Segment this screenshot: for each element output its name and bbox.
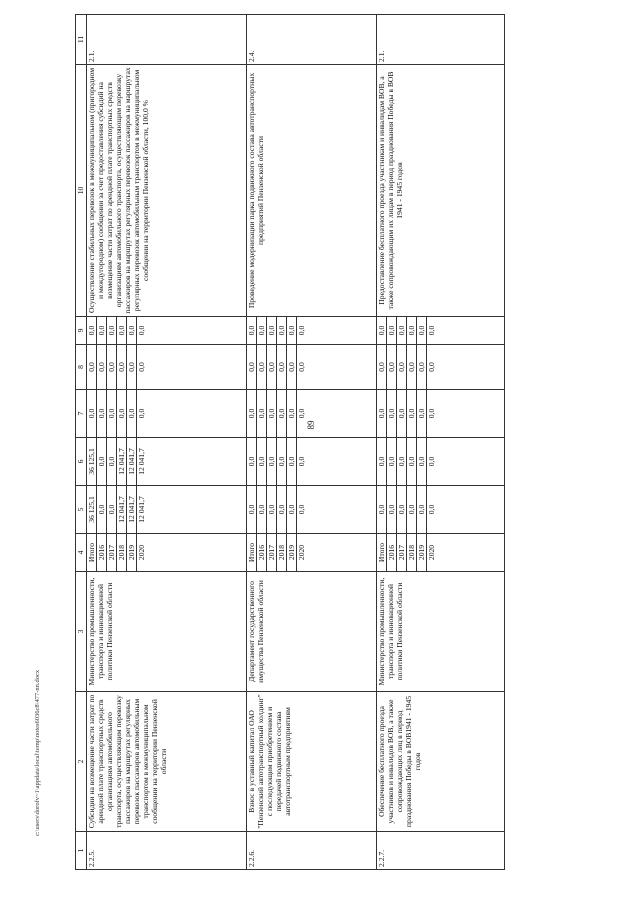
amount-total: 0,0 [427,486,505,534]
amount-federal: 0,0 [107,390,117,438]
column-number: 10 [76,65,87,317]
amount-municipal: 0,0 [247,345,257,390]
table-row [377,15,387,870]
amount-municipal: 0,0 [127,345,137,390]
row-number: 2.2.5. [87,832,247,870]
amount-regional: 0,0 [387,438,397,486]
amount-federal: 0,0 [407,390,417,438]
amount-total: 0,0 [387,486,397,534]
amount-total: 0,0 [407,486,417,534]
amount-total: 0,0 [107,486,117,534]
amount-federal: 0,0 [257,390,267,438]
rotated-table-wrapper [75,15,570,870]
amount-other: 0,0 [247,317,257,345]
year-cell: 2018 [117,534,127,572]
amount-other: 0,0 [117,317,127,345]
amount-federal: 0,0 [127,390,137,438]
column-numbers-row [76,15,87,870]
indicator-ref: 2.1. [377,15,505,65]
indicator-ref: 2.4. [247,15,377,65]
column-number: 8 [76,345,87,390]
amount-regional: 0,0 [427,438,505,486]
amount-other: 0,0 [97,317,107,345]
amount-municipal: 0,0 [407,345,417,390]
executor: Департамент государственного имущества Пензенской области [247,572,377,692]
amount-municipal: 0,0 [287,345,297,390]
amount-municipal: 0,0 [137,345,247,390]
amount-other: 0,0 [277,317,287,345]
amount-federal: 0,0 [277,390,287,438]
amount-total: 36 125,1 [87,486,97,534]
year-cell: Итого [377,534,387,572]
year-cell: 2016 [97,534,107,572]
amount-regional: 12 041,7 [137,438,247,486]
year-cell: 2019 [287,534,297,572]
amount-total: 0,0 [247,486,257,534]
amount-other: 0,0 [257,317,267,345]
amount-municipal: 0,0 [267,345,277,390]
column-number: 6 [76,438,87,486]
year-cell: 2019 [127,534,137,572]
amount-municipal: 0,0 [87,345,97,390]
year-cell: 2017 [267,534,277,572]
amount-regional: 0,0 [97,438,107,486]
amount-municipal: 0,0 [427,345,505,390]
amount-regional: 0,0 [297,438,377,486]
expected-result: Предоставление бесплатного проезда участникам и инвалидам ВОВ, а также сопровождающим их лицам в период празднования Победы в ВОВ 1941 - 1945 годов [377,65,505,317]
amount-regional: 0,0 [277,438,287,486]
amount-municipal: 0,0 [397,345,407,390]
year-cell: 2019 [417,534,427,572]
table-row [87,15,97,870]
column-number: 2 [76,692,87,832]
column-number: 4 [76,534,87,572]
amount-municipal: 0,0 [107,345,117,390]
amount-other: 0,0 [267,317,277,345]
year-cell: 2017 [397,534,407,572]
amount-federal: 0,0 [377,390,387,438]
amount-federal: 0,0 [137,390,247,438]
amount-municipal: 0,0 [387,345,397,390]
amount-total: 0,0 [417,486,427,534]
expected-result: Проведение модернизации парка подвижного состава автотранспортных предприятий Пензенской области [247,65,377,317]
year-cell: 2016 [387,534,397,572]
amount-regional: 12 041,7 [127,438,137,486]
amount-federal: 0,0 [247,390,257,438]
column-number: 5 [76,486,87,534]
amount-total: 0,0 [377,486,387,534]
year-cell: 2020 [297,534,377,572]
row-number: 2.2.6. [247,832,377,870]
table-body [87,15,505,870]
amount-other: 0,0 [387,317,397,345]
amount-federal: 0,0 [97,390,107,438]
year-cell: 2018 [277,534,287,572]
amount-federal: 0,0 [397,390,407,438]
amount-municipal: 0,0 [417,345,427,390]
executor: Министерство промышленности, транспорта и инновационной политики Пензенской области [377,572,505,692]
amount-regional: 36 125,1 [87,438,97,486]
amount-regional: 0,0 [107,438,117,486]
activity-name: Обеспечение бесплатного проезда участников и инвалидов ВОВ, а также сопровождающих лиц в период празднования Победы в ВОВ1941 - 1945 годов [377,692,505,832]
column-number: 3 [76,572,87,692]
amount-municipal: 0,0 [277,345,287,390]
amount-federal: 0,0 [287,390,297,438]
amount-other: 0,0 [377,317,387,345]
amount-regional: 0,0 [377,438,387,486]
amount-total: 12 041,7 [127,486,137,534]
executor: Министерство промышленности, транспорта и инновационной политики Пензенской области [87,572,247,692]
amount-total: 0,0 [267,486,277,534]
amount-other: 0,0 [127,317,137,345]
column-number: 1 [76,832,87,870]
table-row [247,15,257,870]
amount-municipal: 0,0 [377,345,387,390]
year-cell: Итого [247,534,257,572]
amount-total: 12 041,7 [117,486,127,534]
amount-total: 0,0 [257,486,267,534]
amount-regional: 12 041,7 [117,438,127,486]
amount-federal: 0,0 [387,390,397,438]
amount-federal: 0,0 [117,390,127,438]
amount-other: 0,0 [107,317,117,345]
amount-other: 0,0 [87,317,97,345]
amount-total: 0,0 [297,486,377,534]
year-cell: Итого [87,534,97,572]
amount-other: 0,0 [137,317,247,345]
column-number: 11 [76,15,87,65]
amount-other: 0,0 [397,317,407,345]
page-number: 89 [306,420,316,430]
amount-other: 0,0 [407,317,417,345]
row-number: 2.2.7. [377,832,505,870]
amount-federal: 0,0 [297,390,377,438]
amount-regional: 0,0 [397,438,407,486]
amount-regional: 0,0 [287,438,297,486]
amount-regional: 0,0 [407,438,417,486]
amount-regional: 0,0 [257,438,267,486]
year-cell: 2020 [137,534,247,572]
amount-municipal: 0,0 [297,345,377,390]
amount-other: 0,0 [297,317,377,345]
amount-regional: 0,0 [267,438,277,486]
column-number: 7 [76,390,87,438]
year-cell: 2017 [107,534,117,572]
amount-other: 0,0 [287,317,297,345]
amount-other: 0,0 [417,317,427,345]
column-number: 9 [76,317,87,345]
amount-total: 0,0 [277,486,287,534]
year-cell: 2016 [257,534,267,572]
amount-regional: 0,0 [417,438,427,486]
amount-total: 12 041,7 [137,486,247,534]
amount-municipal: 0,0 [257,345,267,390]
amount-total: 0,0 [97,486,107,534]
amount-federal: 0,0 [427,390,505,438]
amount-federal: 0,0 [267,390,277,438]
amount-federal: 0,0 [87,390,97,438]
amount-regional: 0,0 [247,438,257,486]
amount-total: 0,0 [397,486,407,534]
amount-other: 0,0 [427,317,505,345]
indicator-ref: 2.1. [87,15,247,65]
amount-municipal: 0,0 [97,345,107,390]
activity-name: Взнос в уставный капитал ОАО "Пензенский автотранспортный холдинг" с последующим приобретением и передачей подвижного состава автотранспортным предприятиям [247,692,377,832]
amount-total: 0,0 [287,486,297,534]
activity-name: Субсидии на возмещение части затрат по арендной плате транспортных средств организациям автомобильного транспорта, осуществляющим перевозку пассажиров на маршрутах регулярных перевозок пассажиров автомобильным транспортом в межмуниципальном сообщении на территории Пензенской области [87,692,247,832]
footer-file-path: c:\users\dorofv~1\appdata\local\temp\notes6036c8\477-nn.docx [34,669,41,836]
amount-municipal: 0,0 [117,345,127,390]
year-cell: 2018 [407,534,417,572]
program-activities-table [75,14,505,870]
amount-federal: 0,0 [417,390,427,438]
expected-result: Осуществление стабильных перевозок в межмуниципальном (пригородном и междугородном) сообщении за счет предоставления субсидий на возмещение части затрат по арендной плате транспортных средств организациям автомобильного транспорта, осуществляющим перевозку пассажиров на маршрутах регулярных перевозок пассажиров на маршрутах регулярных перевозок автомобильным транспортом в межмуниципальном сообщении на территории Пензенской области, 100,0 % [87,65,247,317]
year-cell: 2020 [427,534,505,572]
